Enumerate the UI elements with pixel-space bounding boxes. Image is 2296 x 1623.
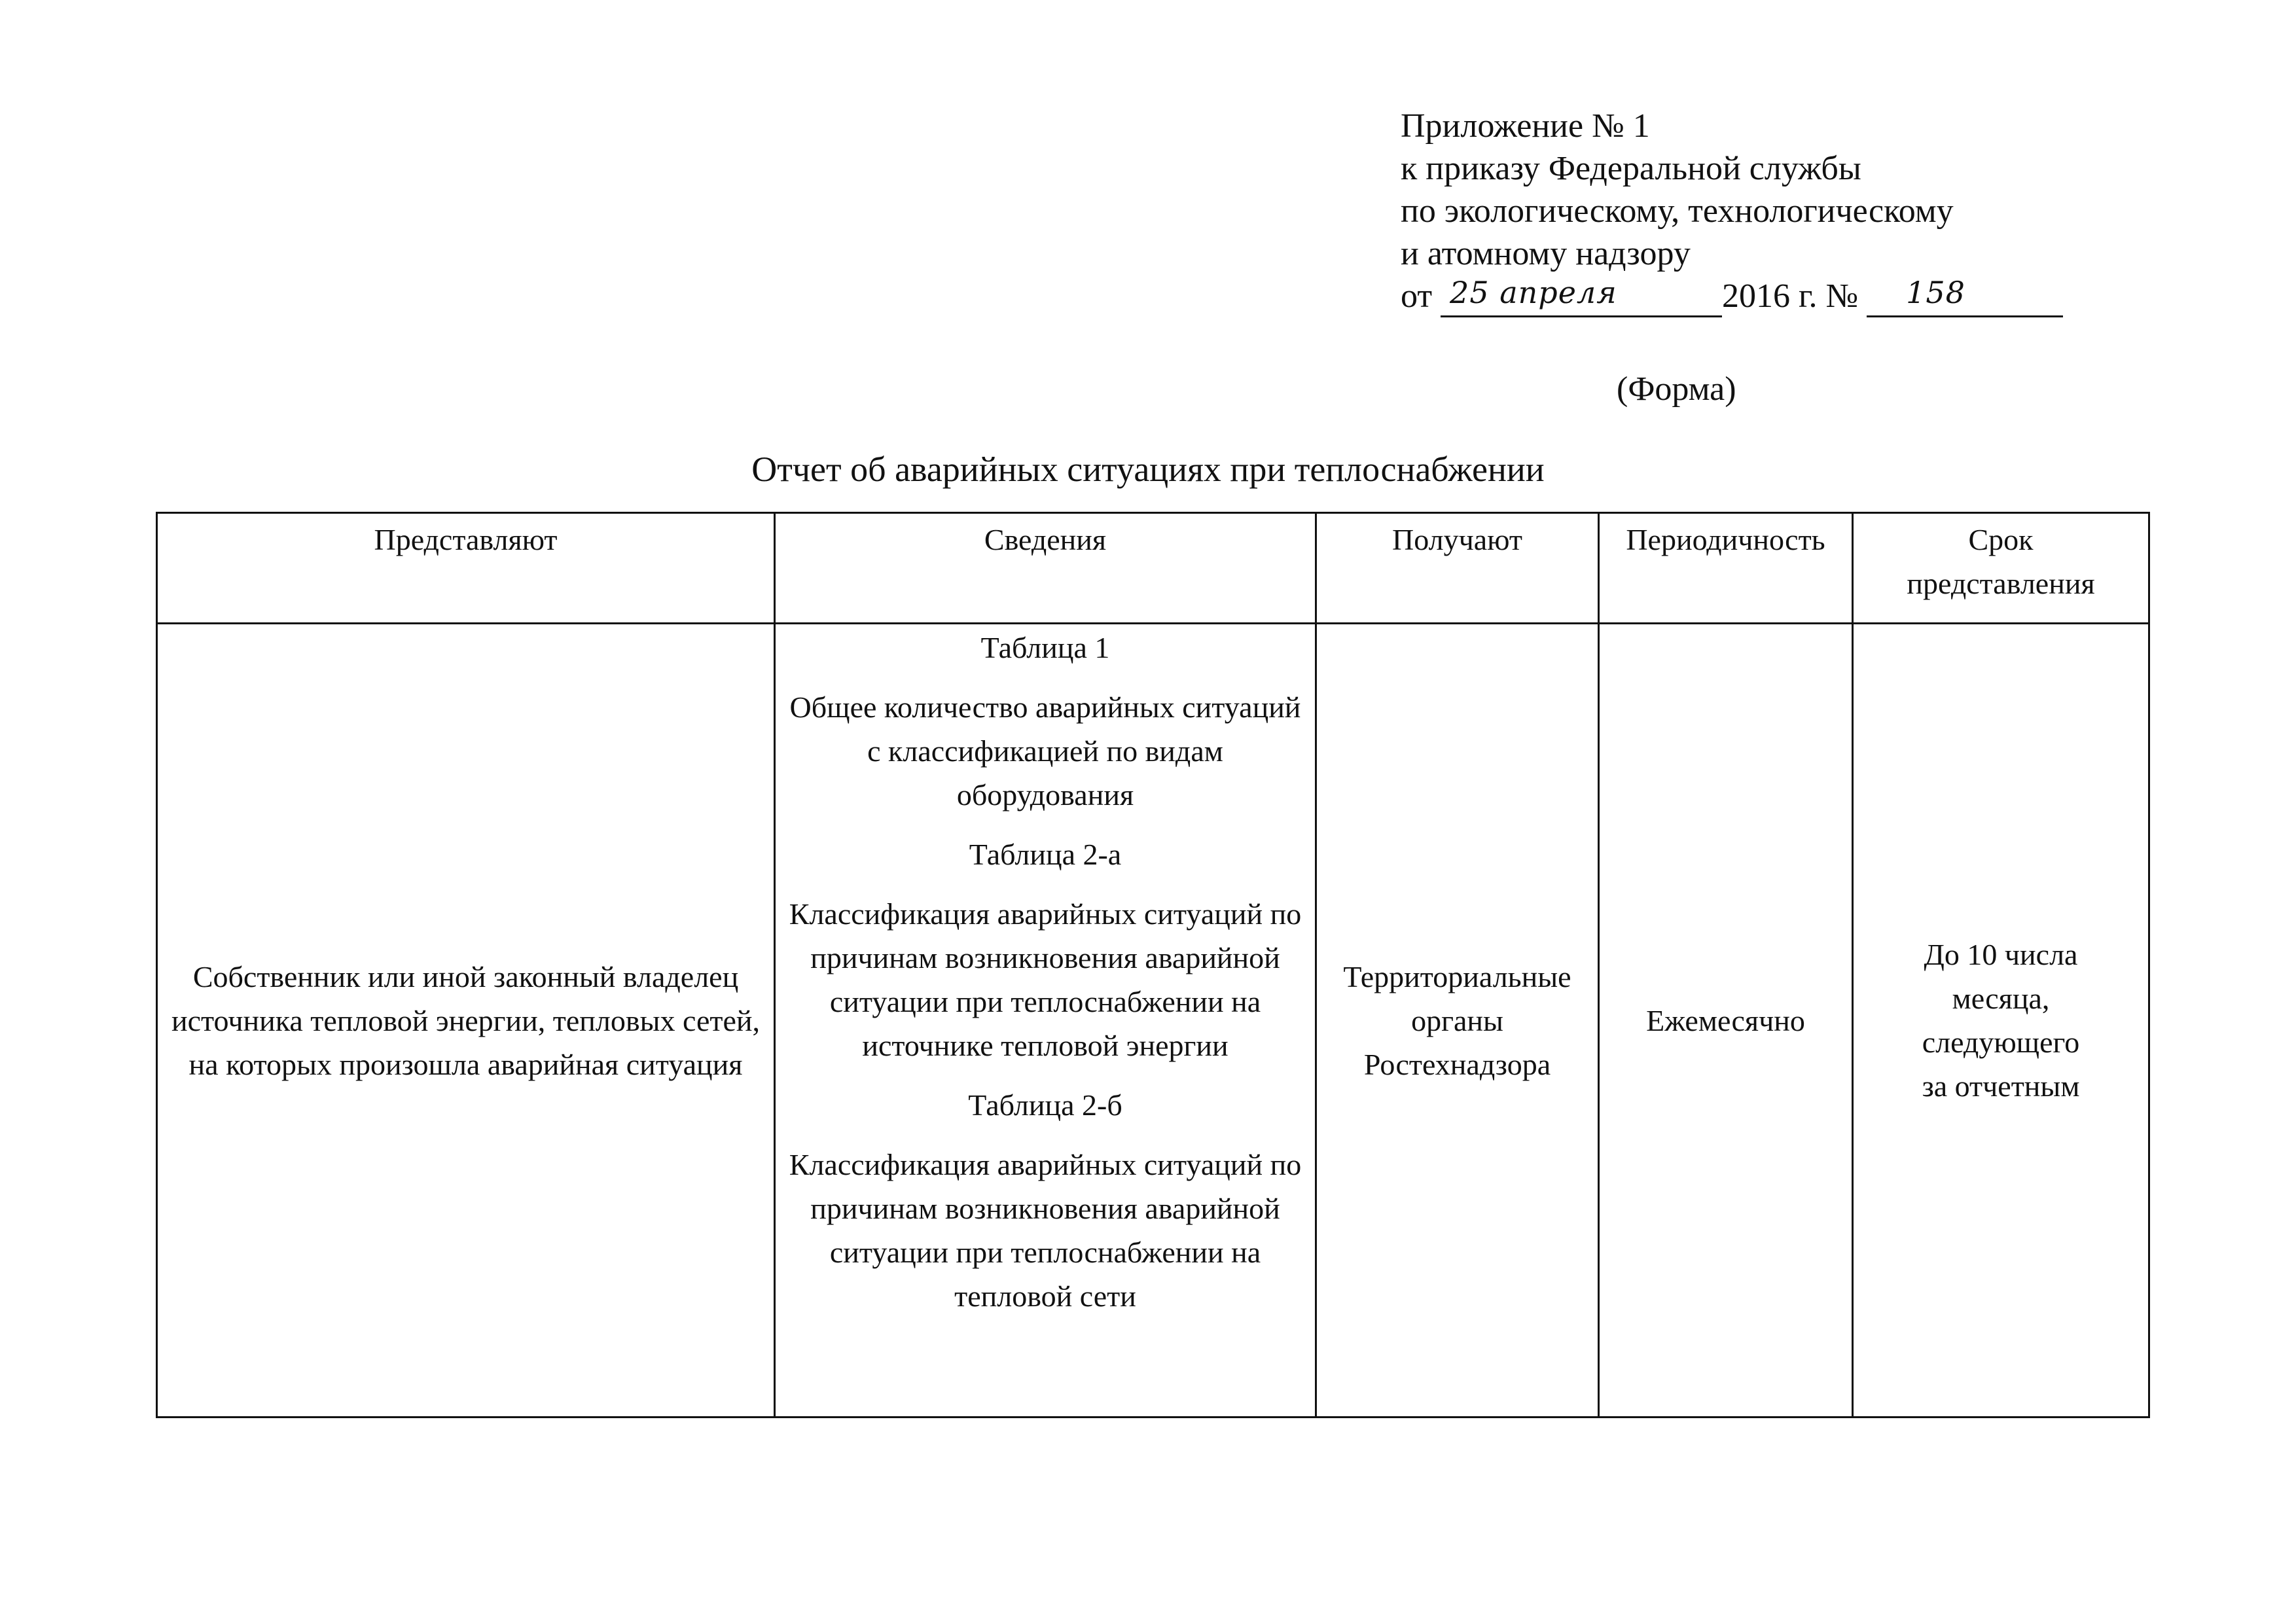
appendix-line-2: к приказу Федеральной службы xyxy=(1401,150,1861,187)
cell-info xyxy=(775,624,1316,1418)
date-prefix: от xyxy=(1401,277,1433,315)
cell-period: Ежемесячно xyxy=(1599,624,1853,1418)
info-table-2b-title: Таблица 2-б xyxy=(968,1088,1122,1122)
document-title: Отчет об аварийных ситуациях при теплоснабжении xyxy=(751,450,1545,489)
cell-provide: Собственник или иной законный владелец источника тепловой энергии, тепловых сетей, на которых произошла аварийная ситуация xyxy=(157,624,775,1418)
header-receive: Получают xyxy=(1316,513,1599,624)
form-label: (Форма) xyxy=(1617,370,1736,408)
header-info: Сведения xyxy=(775,513,1316,624)
order-date-line xyxy=(1401,275,2186,321)
info-table-2b-description: Классификация аварийных ситуаций по причинам возникновения аварийной ситуации при теплоснабжении на тепловой сети xyxy=(789,1148,1302,1313)
header-deadline-line-2: представления xyxy=(1907,567,2095,600)
appendix-line-1: Приложение № 1 xyxy=(1401,107,1650,145)
table-row xyxy=(157,624,2149,1418)
appendix-line-3: по экологическому, технологическому xyxy=(1401,192,1954,230)
header-deadline-line-1: Срок xyxy=(1968,523,2034,556)
table-header-row xyxy=(157,513,2149,624)
deadline-line-4: за отчетным xyxy=(1922,1069,2080,1103)
handwritten-date: 25 апреля xyxy=(1450,275,1617,310)
report-table xyxy=(156,512,2150,1418)
deadline-line-1: До 10 числа xyxy=(1924,938,2078,971)
deadline-line-2: месяца, xyxy=(1952,982,2050,1015)
deadline-line-3: следующего xyxy=(1922,1026,2080,1059)
info-table-1-description: Общее количество аварийных ситуаций с классификацией по видам оборудования xyxy=(789,690,1301,812)
year-and-number-label: 2016 г. № xyxy=(1722,277,1859,315)
handwritten-number: 158 xyxy=(1906,275,1965,310)
date-blank xyxy=(1441,277,1722,317)
header-provide: Представляют xyxy=(157,513,775,624)
info-table-2a-title: Таблица 2-а xyxy=(969,838,1122,871)
cell-receive: Территориальные органы Ростехнадзора xyxy=(1316,624,1599,1418)
info-table-1-title: Таблица 1 xyxy=(980,631,1110,664)
header-deadline xyxy=(1853,513,2149,624)
appendix-header xyxy=(1401,105,2186,321)
number-blank xyxy=(1867,277,2063,317)
cell-deadline xyxy=(1853,624,2149,1418)
header-period: Периодичность xyxy=(1599,513,1853,624)
info-table-2a-description: Классификация аварийных ситуаций по причинам возникновения аварийной ситуации при теплоснабжении на источнике тепловой энергии xyxy=(789,897,1302,1062)
appendix-line-4: и атомному надзору xyxy=(1401,235,1691,272)
